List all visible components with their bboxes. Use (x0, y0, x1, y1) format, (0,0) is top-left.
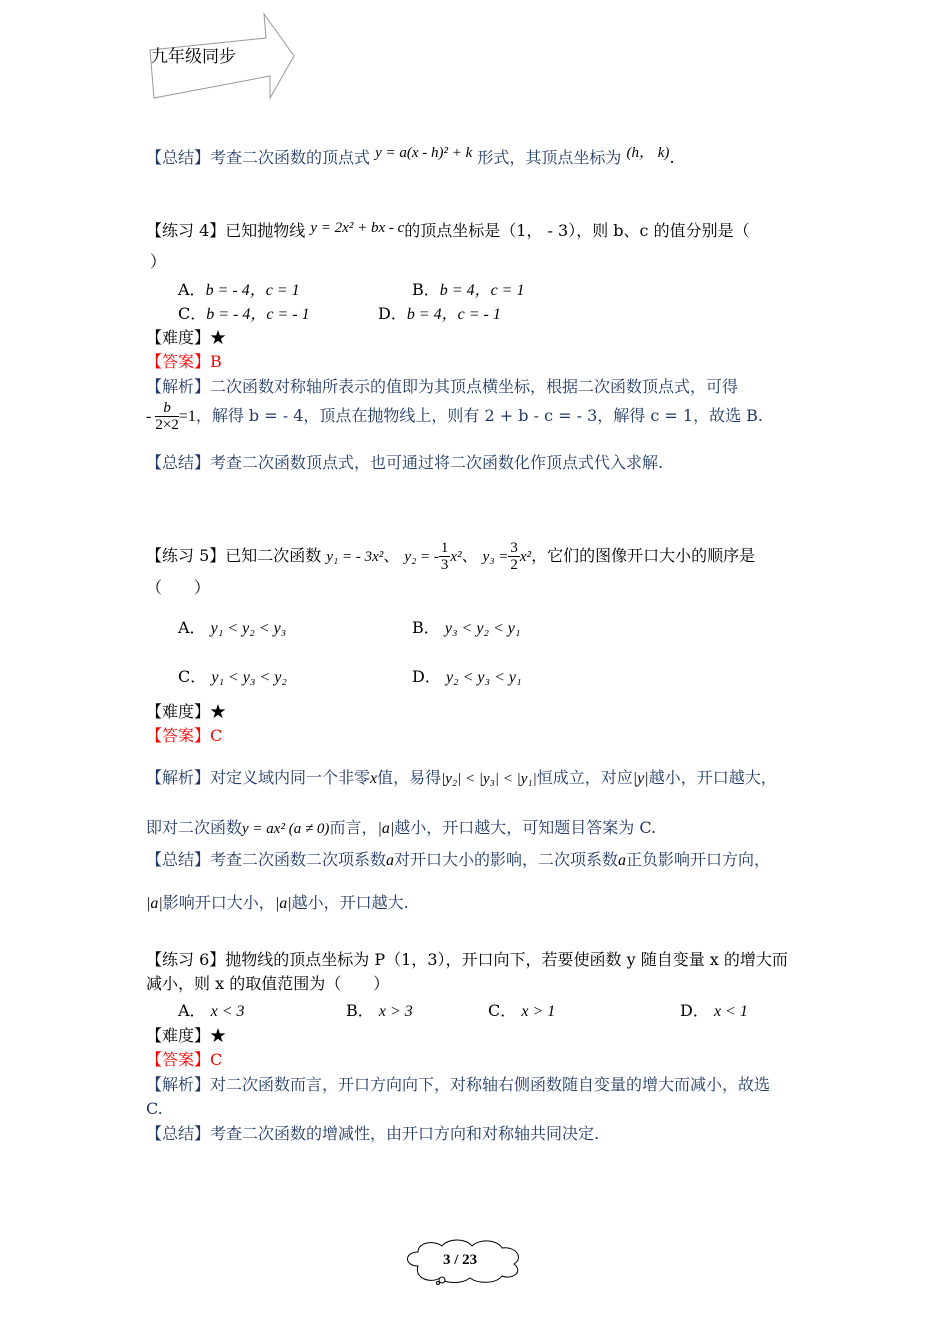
ex5-f2: y₂ = - (404, 549, 439, 565)
ex5-answer: 【答案】C (146, 726, 223, 745)
ex5-f3-fraction: $\frac{3}{2}$ (510, 540, 518, 573)
header-title: 九年级同步 (151, 47, 236, 67)
ex5-option-c: C． y₁ < y₃ < y₂ (178, 667, 287, 686)
ex6-option-b: B． x > 3 (346, 1001, 413, 1020)
ex6-summary: 【总结】考查二次函数的增减性，由开口方向和对称轴共同决定. (146, 1124, 600, 1143)
ex6-option-c: C． x > 1 (488, 1001, 556, 1020)
ex4-analysis-line1: 【解析】二次函数对称轴所表示的值即为其顶点横坐标，根据二次函数顶点式，可得 (146, 377, 739, 396)
ex4-question (146, 221, 750, 242)
ex6-question: 【练习 6】抛物线的顶点坐标为 P（1，3），开口向下，若要使函数 y 随自变量 x 的增大而 (146, 950, 788, 969)
ex5-analysis-line1: 【解析】对定义域内同一个非零x值，易得|y₂| < |y₃| < |y₁|恒成立，对应|y|越小，开口越大， (146, 768, 777, 787)
summary-text-1: 考查二次函数的顶点式 (210, 148, 371, 167)
summary-end: . (669, 148, 675, 167)
summary-top (146, 145, 675, 169)
ex6-difficulty: 【难度】★ (146, 1026, 227, 1045)
ex4-fraction: $\frac{b}{2\times 2}$ (155, 400, 179, 433)
ex5-tag: 【练习 5】 (146, 546, 226, 565)
ex6-option-d: D． x < 1 (680, 1001, 748, 1020)
ex5-analysis-line2: 即对二次函数y = ax² (a ≠ 0)而言，|a|越小，开口越大，可知题目答案为 C. (146, 818, 657, 837)
ex5-f3: y₃ = (482, 549, 509, 565)
summary-text-2: 形式，其顶点坐标为 (477, 148, 622, 167)
ex6-analysis-line1: 【解析】对二次函数而言，开口方向向下，对称轴右侧函数随自变量的增大而减小，故选 (146, 1075, 771, 1094)
ex5-question: 【练习 5】已知二次函数 y₁ = - 3x²、 y₂ = - $\frac{1}{3}$ x²、 y₃ = $\frac{3}{2}$ x²，它们的图像开口大小的顺序是 (146, 540, 756, 573)
ex4-text-2: 的顶点坐标是（1， - 3），则 b、c 的值分别是（ (404, 221, 750, 240)
ex5-summary-line2: |a|影响开口大小，|a|越小，开口越大. (146, 893, 409, 912)
ex4-option-b: B．b = 4，c = 1 (412, 280, 525, 299)
ex5-difficulty: 【难度】★ (146, 702, 227, 721)
ex4-summary: 【总结】考查二次函数顶点式，也可通过将二次函数化作顶点式代入求解. (146, 453, 664, 472)
ex4-formula: y = 2x² + bx - c (310, 220, 405, 236)
ex6-option-a: A． x < 3 (178, 1001, 245, 1020)
ex6-answer: 【答案】C (146, 1050, 223, 1069)
ex5-question-line2: （ ） (146, 578, 211, 597)
ex5-option-d: D． y₂ < y₃ < y₁ (412, 667, 522, 686)
vertex-form-formula: y = a(x - h)² + k (375, 145, 473, 161)
ex5-summary-line1: 【总结】考查二次函数二次项系数a对开口大小的影响，二次项系数a正负影响开口方向， (146, 850, 771, 869)
vertex-coordinate: (h， k) (626, 145, 670, 161)
ex5-f1: y₁ = - 3x² (326, 549, 384, 565)
page-number: 3 / 23 (443, 1252, 478, 1268)
ex4-option-d: D．b = 4，c = - 1 (378, 304, 501, 323)
ex5-option-a: A． y₁ < y₂ < y₃ (178, 618, 287, 637)
ex6-question-line2: 减小，则 x 的取值范围为（ ） (146, 974, 390, 993)
ex4-answer: 【答案】B (146, 352, 222, 371)
ex4-option-c: C．b = - 4，c = - 1 (178, 304, 310, 323)
ex4-text-1: 已知抛物线 (225, 221, 306, 240)
ex4-tag: 【练习 4】 (146, 221, 226, 240)
summary-tag: 【总结】 (146, 148, 211, 167)
ex4-question-line2: ） (150, 252, 167, 271)
ex5-option-b: B． y₃ < y₂ < y₁ (412, 618, 521, 637)
ex6-analysis-line2: C. (146, 1099, 163, 1118)
ex4-difficulty: 【难度】★ (146, 328, 227, 347)
ex5-f2-fraction: $\frac{1}{3}$ (440, 540, 449, 573)
ex4-option-a: A．b = - 4，c = 1 (178, 280, 300, 299)
ex4-analysis-line2: - $\frac{b}{2\times 2}$ =1，解得 b = - 4，顶点在抛物线上，则有 2 + b - c = - 3，解得 c = 1，故选 B. (146, 400, 764, 433)
